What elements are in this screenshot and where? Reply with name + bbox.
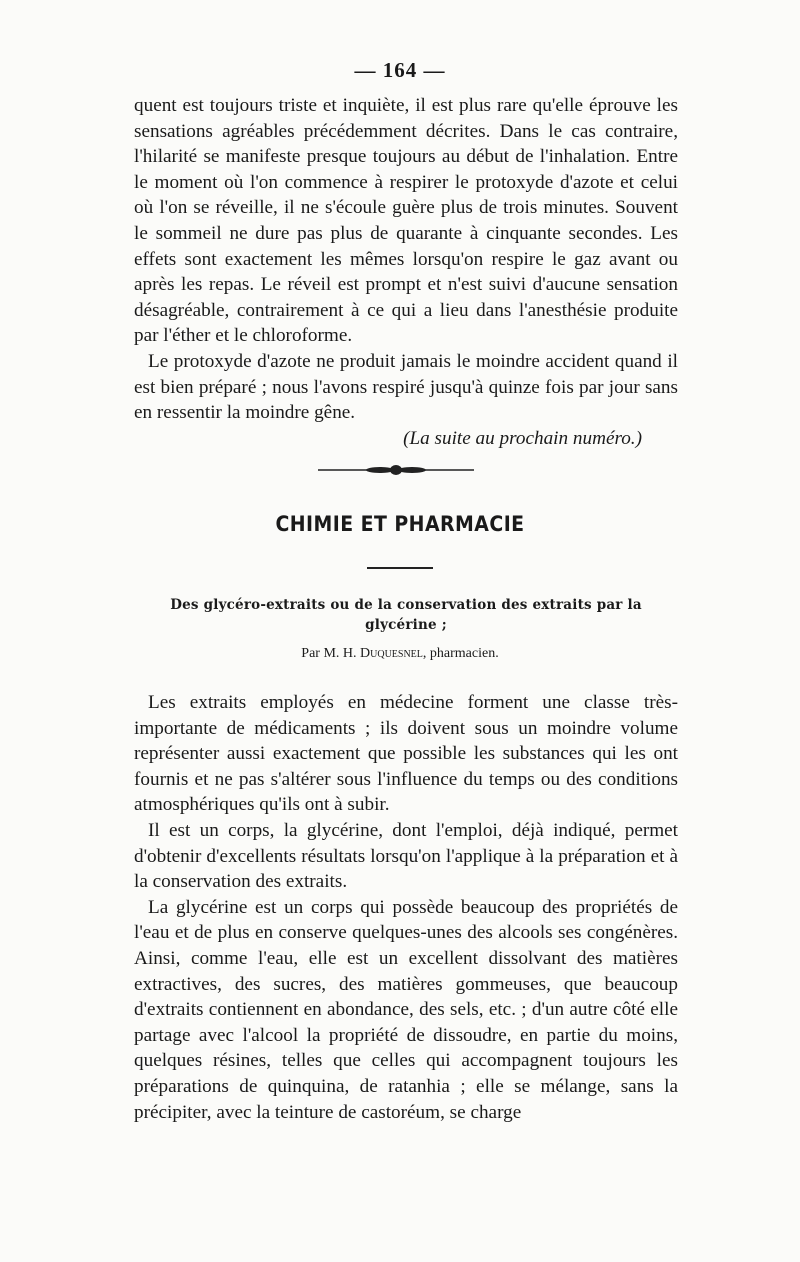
article-title: Des glycéro-extraits ou de la conservation des extraits par la glycérine ; [170, 597, 642, 633]
heading-rule [367, 567, 433, 569]
byline [0, 646, 800, 662]
paragraph: quent est toujours triste et inquiète, il est plus rare qu'elle éprouve les sensations agréables précédemment décrites. Dans le cas contraire, l'hilarité se manifeste presque toujours au début de l'inhalation. Entre le moment où l'on commence à respirer le protoxyde d'azote et celui où l'on se réveille, il ne s'écoule guère plus de trois minutes. Souvent le sommeil ne dure pas plus de quarante à cinquante secondes. Les effets sont exactement les mêmes lorsqu'on respire le gaz avant ou après les repas. Le réveil est prompt et n'est suivi d'aucune sensation désagréable, contrairement à ce qui a lieu dans l'anesthésie produite par l'éther et le chloroforme. [134, 95, 678, 347]
byline-suffix: , pharmacien. [422, 646, 499, 661]
continued-note: (La suite au prochain numéro.) [403, 427, 642, 449]
byline-author: Duquesnel [360, 646, 423, 661]
section-heading: CHIMIE ET PHARMACIE [275, 512, 525, 536]
paragraph: Les extraits employés en médecine forment une classe très-importante de médicaments ; ils doivent sous un moindre volume représenter aussi exactement que possible les substances qui les ont fournis et ne pas s'altérer sous l'influence du temps ou des conditions atmosphériques qu'ils ont à subir. [134, 692, 678, 816]
paragraph: Il est un corps, la glycérine, dont l'emploi, déjà indiqué, permet d'obtenir d'excellents résultats lorsqu'on l'applique à la préparation et à la conservation des extraits. [134, 819, 678, 893]
byline-prefix: Par M. H. [301, 646, 357, 661]
ornament-divider [318, 463, 474, 477]
previous-article-continuation [134, 93, 678, 451]
page-number: — 164 — [354, 58, 446, 82]
paragraph: La glycérine est un corps qui possède beaucoup des propriétés de l'eau et de plus en conserve quelques-unes des alcools ses congénères. Ainsi, comme l'eau, elle est un excellent dissolvant des matières extractives, des sucres, des matières gommeuses, que beaucoup d'extraits contiennent en abondance, des sels, etc. ; d'un autre côté elle partage avec l'alcool la propriété de dissoudre, en partie du moins, quelques résines, telles que celles qui accompagnent toujours les préparations de quinquina, de ratanhia ; elle se mélange, sans la précipiter, avec la teinture de castoréum, se charge [134, 896, 678, 1123]
article-body [134, 690, 678, 1125]
paragraph: Le protoxyde d'azote ne produit jamais le moindre accident quand il est bien préparé ; nous l'avons respiré jusqu'à quinze fois par jour sans en ressentir la moindre gêne. [134, 350, 678, 424]
